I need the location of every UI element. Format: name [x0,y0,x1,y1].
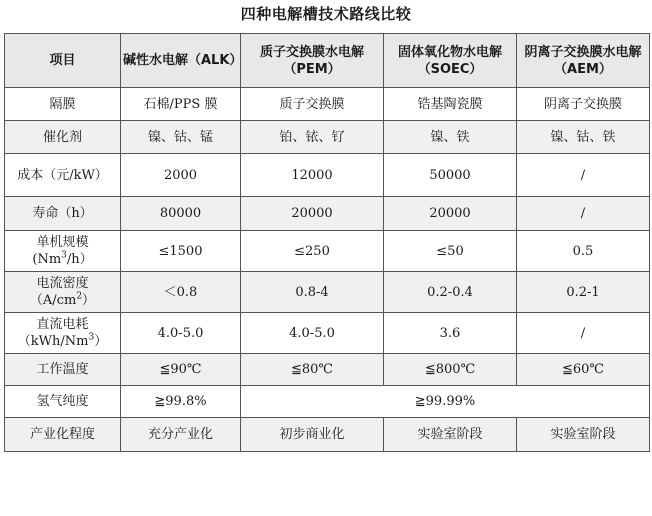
table-row [5,386,650,418]
table-cell: 镍、钴、锰 [121,121,241,154]
table-cell: / [517,313,650,354]
table-cell: 质子交换膜 [241,88,384,121]
table-cell: 铂、铱、钌 [241,121,384,154]
table-cell: 镍、钴、铁 [517,121,650,154]
table-cell: 实验室阶段 [517,418,650,452]
row-label-unit: （A/cm [29,293,77,308]
table-row [5,154,650,197]
row-label-tail: /h） [66,252,93,267]
row-label: 氢气纯度 [5,386,121,418]
table-cell: 0.8-4 [241,272,384,313]
table-cell: 充分产业化 [121,418,241,452]
table-cell: 2000 [121,154,241,197]
table-cell: 石棉/PPS 膜 [121,88,241,121]
table-row [5,313,650,354]
table-cell: 3.6 [384,313,517,354]
page-title: 四种电解槽技术路线比较 [240,5,412,23]
comparison-table [4,33,650,452]
table-row [5,418,650,452]
table-cell: 实验室阶段 [384,418,517,452]
table-row [5,272,650,313]
row-label-sup: 3 [88,332,95,343]
header-aem: 阴离子交换膜水电解（AEM） [517,34,650,88]
table-cell: ＜0.8 [121,272,241,313]
table-cell: 4.0-5.0 [241,313,384,354]
row-label-unit: Nm [37,252,62,267]
row-label [5,272,121,313]
table-row [5,121,650,154]
table-cell: ≧99.8% [121,386,241,418]
row-label-text: 直流电耗 [36,317,89,332]
row-label-sup: 3 [61,250,67,261]
table-cell: ≦80℃ [241,354,384,386]
row-label-tail: ） [94,334,108,349]
row-label-unit: （kWh/Nm [17,334,89,349]
row-label-sup: 2 [76,291,83,302]
row-label: 单机规模 (Nm$^3$/h） [5,231,121,272]
row-label: 寿命（h） [5,197,121,231]
row-label: 成本（元/kW） [5,154,121,197]
table-row [5,354,650,386]
header-pem: 质子交换膜水电解（PEM） [241,34,384,88]
table-cell: ≦800℃ [384,354,517,386]
table-cell: 80000 [121,197,241,231]
table-cell: 12000 [241,154,384,197]
table-cell: 20000 [241,197,384,231]
table-cell: 50000 [384,154,517,197]
header-alk: 碱性水电解（ALK） [121,34,241,88]
row-label [5,313,121,354]
table-cell: 0.5 [517,231,650,272]
table-cell: 阴离子交换膜 [517,88,650,121]
table-cell: 0.2-1 [517,272,650,313]
row-label: 工作温度 [5,354,121,386]
table-row [5,231,650,272]
table-cell: / [517,154,650,197]
table-cell: 0.2-0.4 [384,272,517,313]
table-cell: 4.0-5.0 [121,313,241,354]
row-label: 产业化程度 [5,418,121,452]
row-label-text: 电流密度 [36,276,89,291]
table-cell: ≤1500 [121,231,241,272]
table-cell-merged: ≧99.99% [241,386,650,418]
table-row [5,197,650,231]
row-label-text: 单机规模 [36,235,89,250]
table-cell: ≦90℃ [121,354,241,386]
table-cell: / [517,197,650,231]
header-item: 项目 [5,34,121,88]
table-cell: ≤250 [241,231,384,272]
table-cell: ≤50 [384,231,517,272]
header-soec: 固体氧化物水电解（SOEC） [384,34,517,88]
table-cell: 20000 [384,197,517,231]
table-cell: 锆基陶瓷膜 [384,88,517,121]
table-header-row [5,34,650,88]
table-cell: 初步商业化 [241,418,384,452]
table-row [5,88,650,121]
table-cell: 镍、铁 [384,121,517,154]
table-cell: ≦60℃ [517,354,650,386]
row-label-tail: ） [82,293,96,308]
row-label: 隔膜 [5,88,121,121]
row-label: 催化剂 [5,121,121,154]
